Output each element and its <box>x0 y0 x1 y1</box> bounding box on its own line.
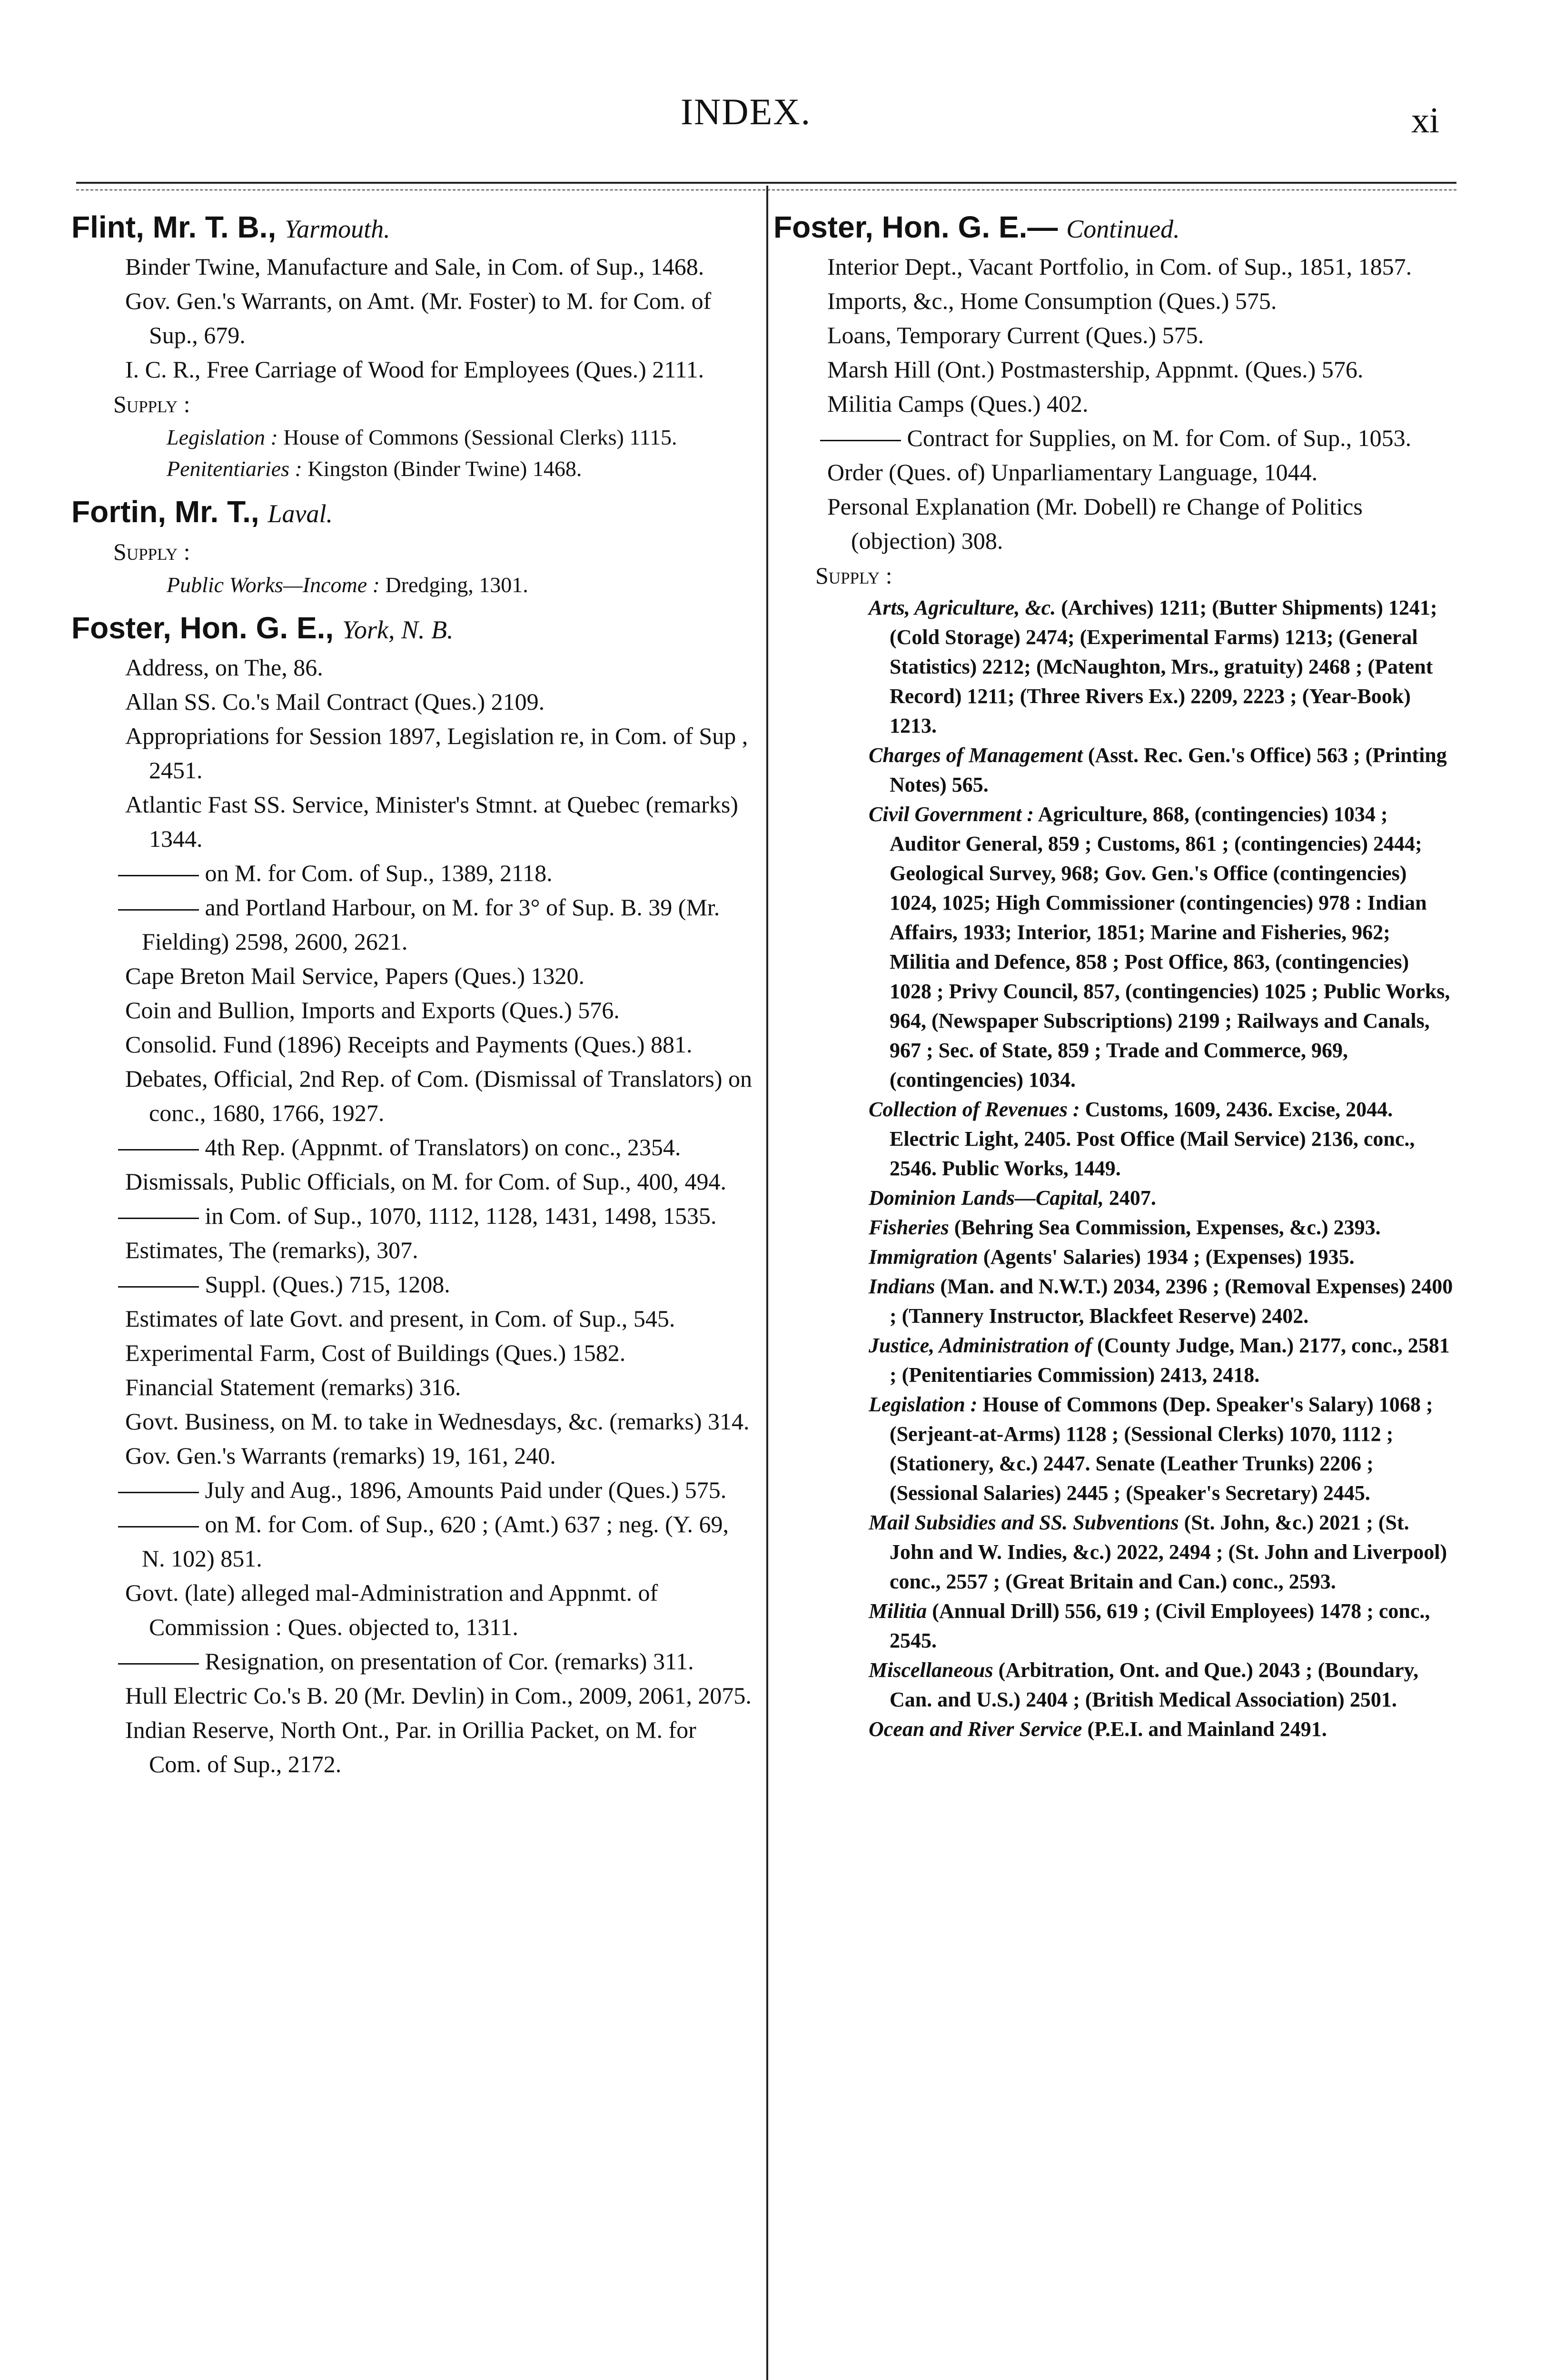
supply-item-text: (St. John, &c.) 2021 ; (St. John and W. Indies, &c.) 2022, 2494 ; (St. John and Liverpool) conc., 2557 ; (Great Britain and Can.) conc., 2593. <box>890 1511 1447 1593</box>
index-entry <box>113 719 752 787</box>
supply-item <box>869 593 1454 741</box>
member-heading <box>71 207 752 249</box>
supply-item <box>869 1272 1454 1331</box>
supply-category: Miscellaneous <box>869 1658 993 1682</box>
index-entry <box>113 1027 752 1061</box>
supply-category: Collection of Revenues : <box>869 1098 1080 1121</box>
supply-category: Charges of Management <box>869 744 1083 767</box>
supply-item <box>869 1597 1454 1656</box>
supply-item <box>869 1331 1454 1390</box>
supply-category: Militia <box>869 1599 927 1623</box>
supply-category: Legislation : <box>869 1393 978 1416</box>
supply-heading <box>815 558 1454 593</box>
index-subentry <box>113 1473 752 1507</box>
index-entry-text: Gov. Gen.'s Warrants (remarks) 19, 161, 240. <box>125 1442 556 1469</box>
supply-heading <box>113 387 752 422</box>
index-entry-text: Interior Dept., Vacant Portfolio, in Com. of Sup., 1851, 1857. <box>827 253 1412 280</box>
supply-item <box>869 1656 1454 1715</box>
index-subentry-text: on M. for Com. of Sup., 620 ; (Amt.) 637 ; neg. (Y. 69, N. 102) 851. <box>142 1511 729 1572</box>
supply-item <box>869 1242 1454 1272</box>
index-entry-text: Imports, &c., Home Consumption (Ques.) 575. <box>827 288 1277 314</box>
supply-item <box>869 1508 1454 1597</box>
supply-item-text: Agriculture, 868, (contingencies) 1034 ; Auditor General, 859 ; Customs, 861 ; (contingencies) 2444; Geological Survey, 968; Gov. Gen.'s Office (contingencies) 1024, 1025; High Commissioner (contingencies) 978 : Indian Affairs, 1933; Interior, 1851; Marine and Fisheries, 962; Militia and Defence, 858 ; Post Office, 863, (contingencies) 1028 ; Privy Council, 857, (contingencies) 1025 ; Public Works, 964, (Newspaper Subscriptions) 2199 ; Railways and Canals, 967 ; Sec. of State, 859 ; Trade and Commerce, 969, (contingencies) 1034. <box>890 803 1450 1091</box>
supply-item-text: (Agents' Salaries) 1934 ; (Expenses) 1935. <box>978 1245 1355 1269</box>
supply-item-text: (Asst. Rec. Gen.'s Office) 563 ; (Printing Notes) 565. <box>890 744 1447 796</box>
supply-item <box>869 1183 1454 1213</box>
supply-category: Public Works—Income : <box>167 573 380 597</box>
index-entry <box>113 1370 752 1404</box>
supply-item-text: House of Commons (Sessional Clerks) 1115. <box>277 425 677 449</box>
index-subentry-text: Resignation, on presentation of Cor. (remarks) 311. <box>205 1648 694 1675</box>
index-subentry-text: and Portland Harbour, on M. for 3° of Sup. B. 39 (Mr. Fielding) 2598, 2600, 2621. <box>142 894 720 955</box>
index-entry <box>113 1576 752 1644</box>
index-subentry <box>113 890 752 959</box>
index-entry-text: I. C. R., Free Carriage of Wood for Employees (Ques.) 2111. <box>125 356 704 383</box>
index-entry-text: Gov. Gen.'s Warrants, on Amt. (Mr. Foster) to M. for Com. of Sup., 679. <box>125 288 712 348</box>
supply-item <box>167 453 752 485</box>
member-constituency: Yarmouth. <box>285 215 390 243</box>
ditto-dash <box>118 1149 199 1150</box>
member-constituency: York, N. B. <box>342 615 454 644</box>
supply-item-text: (Archives) 1211; (Butter Shipments) 1241; (Cold Storage) 2474; (Experimental Farms) 1213; (General Statistics) 2212; (McNaughton, Mrs., gratuity) 2468 ; (Patent Record) 1211; (Three Rivers Ex.) 2209, 2223 ; (Year-Book) 1213. <box>890 596 1437 737</box>
member-constituency: Laval. <box>267 499 333 528</box>
member-name: Flint, Mr. T. B., <box>71 210 277 244</box>
supply-item-text: Kingston (Binder Twine) 1468. <box>302 456 582 481</box>
index-subentry <box>113 1507 752 1576</box>
index-entry-text: Debates, Official, 2nd Rep. of Com. (Dismissal of Translators) on conc., 1680, 1766, 1927. <box>125 1065 752 1126</box>
index-subentry <box>113 1199 752 1233</box>
supply-item-text: (County Judge, Man.) 2177, conc., 2581 ; (Penitentiaries Commission) 2413, 2418. <box>890 1334 1450 1387</box>
supply-category: Penitentiaries : <box>167 456 302 481</box>
index-entry-text: Coin and Bullion, Imports and Exports (Ques.) 576. <box>125 997 620 1023</box>
ditto-dash <box>118 1218 199 1219</box>
ditto-dash <box>118 909 199 911</box>
member-heading <box>773 207 1454 249</box>
member-heading <box>71 491 752 534</box>
supply-item-text: 2407. <box>1103 1186 1156 1210</box>
page-title: INDEX. <box>681 91 812 132</box>
index-subentry <box>113 1267 752 1301</box>
ditto-dash <box>118 875 199 876</box>
index-subentry <box>113 1644 752 1678</box>
index-entry <box>113 1061 752 1130</box>
index-subentry-text: on M. for Com. of Sup., 1389, 2118. <box>205 860 553 886</box>
supply-category: Immigration <box>869 1245 978 1269</box>
index-entry <box>113 284 752 352</box>
index-entry-text: Binder Twine, Manufacture and Sale, in Com. of Sup., 1468. <box>125 253 704 280</box>
supply-category: Indians <box>869 1275 935 1298</box>
page-number: xi <box>1411 100 1440 140</box>
index-entry-text: Loans, Temporary Current (Ques.) 575. <box>827 322 1204 348</box>
supply-label: Supply : <box>113 391 190 417</box>
index-entry <box>113 1301 752 1336</box>
right-column <box>773 200 1454 1744</box>
header-rule <box>76 182 1456 184</box>
index-subentry <box>113 1130 752 1164</box>
index-entry-text: Indian Reserve, North Ont., Par. in Orillia Packet, on M. for Com. of Sup., 2172. <box>125 1716 696 1777</box>
ditto-dash <box>118 1663 199 1665</box>
index-entry <box>815 489 1454 558</box>
left-column <box>71 200 752 1781</box>
index-entry-text: Estimates of late Govt. and present, in Com. of Sup., 545. <box>125 1305 675 1332</box>
index-subentry-text: July and Aug., 1896, Amounts Paid under (Ques.) 575. <box>205 1477 727 1503</box>
index-entry-text: Order (Ques. of) Unparliamentary Language, 1044. <box>827 459 1318 486</box>
supply-item-text: (P.E.I. and Mainland 2491. <box>1082 1717 1327 1741</box>
index-entry <box>113 1404 752 1438</box>
index-entry <box>113 993 752 1027</box>
index-entry <box>113 1678 752 1713</box>
index-entry <box>815 318 1454 352</box>
index-entry-text: Dismissals, Public Officials, on M. for Com. of Sup., 400, 494. <box>125 1168 726 1195</box>
supply-item-text: (Man. and N.W.T.) 2034, 2396 ; (Removal Expenses) 2400 ; (Tannery Instructor, Blackfeet Reserve) 2402. <box>890 1275 1453 1328</box>
column-divider <box>766 186 768 2380</box>
index-entry <box>815 284 1454 318</box>
member-name: Foster, Hon. G. E., <box>71 611 334 645</box>
index-entry <box>113 1233 752 1267</box>
index-entry <box>113 787 752 856</box>
index-subentry <box>815 421 1454 455</box>
index-entry-text: Govt. (late) alleged mal-Administration and Appnmt. of Commission : Ques. objected to, 1311. <box>125 1579 658 1640</box>
index-entry <box>815 352 1454 387</box>
supply-item-text: Dredging, 1301. <box>379 573 528 597</box>
index-subentry-text: 4th Rep. (Appnmt. of Translators) on conc., 2354. <box>205 1134 681 1160</box>
index-entry-text: Experimental Farm, Cost of Buildings (Ques.) 1582. <box>125 1339 626 1366</box>
supply-item <box>869 1095 1454 1183</box>
supply-category: Dominion Lands—Capital, <box>869 1186 1104 1210</box>
index-entry-text: Militia Camps (Ques.) 402. <box>827 390 1089 417</box>
index-entry <box>113 959 752 993</box>
page-header <box>0 90 1545 143</box>
index-entry-text: Marsh Hill (Ont.) Postmastership, Appnmt. (Ques.) 576. <box>827 356 1364 383</box>
supply-label: Supply : <box>815 562 892 589</box>
supply-item <box>167 569 752 601</box>
index-entry <box>113 1713 752 1781</box>
member-name: Fortin, Mr. T., <box>71 495 259 529</box>
supply-item <box>869 741 1454 800</box>
index-subentry-text: Contract for Supplies, on M. for Com. of Sup., 1053. <box>907 425 1412 451</box>
supply-item <box>167 422 752 453</box>
index-entry-text: Address, on The, 86. <box>125 654 323 681</box>
index-entry-text: Financial Statement (remarks) 316. <box>125 1374 461 1400</box>
ditto-dash <box>118 1526 199 1527</box>
supply-category: Arts, Agriculture, &c. <box>869 596 1056 619</box>
index-entry <box>113 352 752 387</box>
index-entry <box>815 455 1454 489</box>
supply-category: Mail Subsidies and SS. Subventions <box>869 1511 1179 1534</box>
supply-item <box>869 1213 1454 1242</box>
index-subentry-text: in Com. of Sup., 1070, 1112, 1128, 1431, 1498, 1535. <box>205 1202 717 1229</box>
index-entry <box>815 249 1454 284</box>
supply-heading <box>113 534 752 569</box>
ditto-dash <box>118 1492 199 1493</box>
supply-category: Fisheries <box>869 1216 949 1239</box>
index-entry-text: Hull Electric Co.'s B. 20 (Mr. Devlin) in Com., 2009, 2061, 2075. <box>125 1682 752 1709</box>
supply-item <box>869 800 1454 1095</box>
supply-label: Supply : <box>113 538 190 565</box>
index-entry <box>113 650 752 684</box>
supply-item <box>869 1390 1454 1508</box>
member-constituency: Continued. <box>1066 215 1180 243</box>
supply-category: Civil Government : <box>869 803 1034 826</box>
supply-category: Legislation : <box>167 425 278 449</box>
index-entry-text: Consolid. Fund (1896) Receipts and Payments (Ques.) 881. <box>125 1031 693 1058</box>
index-entry-text: Govt. Business, on M. to take in Wednesdays, &c. (remarks) 314. <box>125 1408 750 1435</box>
index-entry-text: Appropriations for Session 1897, Legislation re, in Com. of Sup , 2451. <box>125 723 748 783</box>
index-entry <box>113 1336 752 1370</box>
index-entry-text: Allan SS. Co.'s Mail Contract (Ques.) 2109. <box>125 688 545 715</box>
member-name: Foster, Hon. G. E.— <box>773 210 1058 244</box>
supply-item <box>869 1715 1454 1744</box>
index-entry <box>113 249 752 284</box>
index-entry-text: Cape Breton Mail Service, Papers (Ques.) 1320. <box>125 962 585 989</box>
index-subentry-text: Suppl. (Ques.) 715, 1208. <box>205 1271 450 1298</box>
ditto-dash <box>118 1286 199 1288</box>
supply-item-text: (Arbitration, Ont. and Que.) 2043 ; (Boundary, Can. and U.S.) 2404 ; (British Medical Association) 2501. <box>890 1658 1419 1711</box>
supply-category: Justice, Administration of <box>869 1334 1092 1357</box>
index-entry <box>815 387 1454 421</box>
index-subentry <box>113 856 752 890</box>
supply-item-text: (Behring Sea Commission, Expenses, &c.) 2393. <box>949 1216 1381 1239</box>
ditto-dash <box>820 440 901 441</box>
supply-item-text: Customs, 1609, 2436. Excise, 2044. Electric Light, 2405. Post Office (Mail Service) 2136, conc., 2546. Public Works, 1449. <box>890 1098 1415 1180</box>
index-entry-text: Estimates, The (remarks), 307. <box>125 1237 418 1263</box>
supply-item-text: House of Commons (Dep. Speaker's Salary) 1068 ; (Serjeant-at-Arms) 1128 ; (Sessional Clerks) 1070, 1112 ; (Stationery, &c.) 2447. Senate (Leather Trunks) 2206 ; (Sessional Salaries) 2445 ; (Speaker's Secretary) 2445. <box>890 1393 1433 1505</box>
index-entry <box>113 684 752 719</box>
index-entry-text: Personal Explanation (Mr. Dobell) re Change of Politics (objection) 308. <box>827 493 1363 554</box>
index-entry <box>113 1438 752 1473</box>
index-entry <box>113 1164 752 1199</box>
supply-item-text: (Annual Drill) 556, 619 ; (Civil Employees) 1478 ; conc., 2545. <box>890 1599 1430 1652</box>
index-entry-text: Atlantic Fast SS. Service, Minister's Stmnt. at Quebec (remarks) 1344. <box>125 791 738 852</box>
supply-category: Ocean and River Service <box>869 1717 1082 1741</box>
member-heading <box>71 607 752 650</box>
